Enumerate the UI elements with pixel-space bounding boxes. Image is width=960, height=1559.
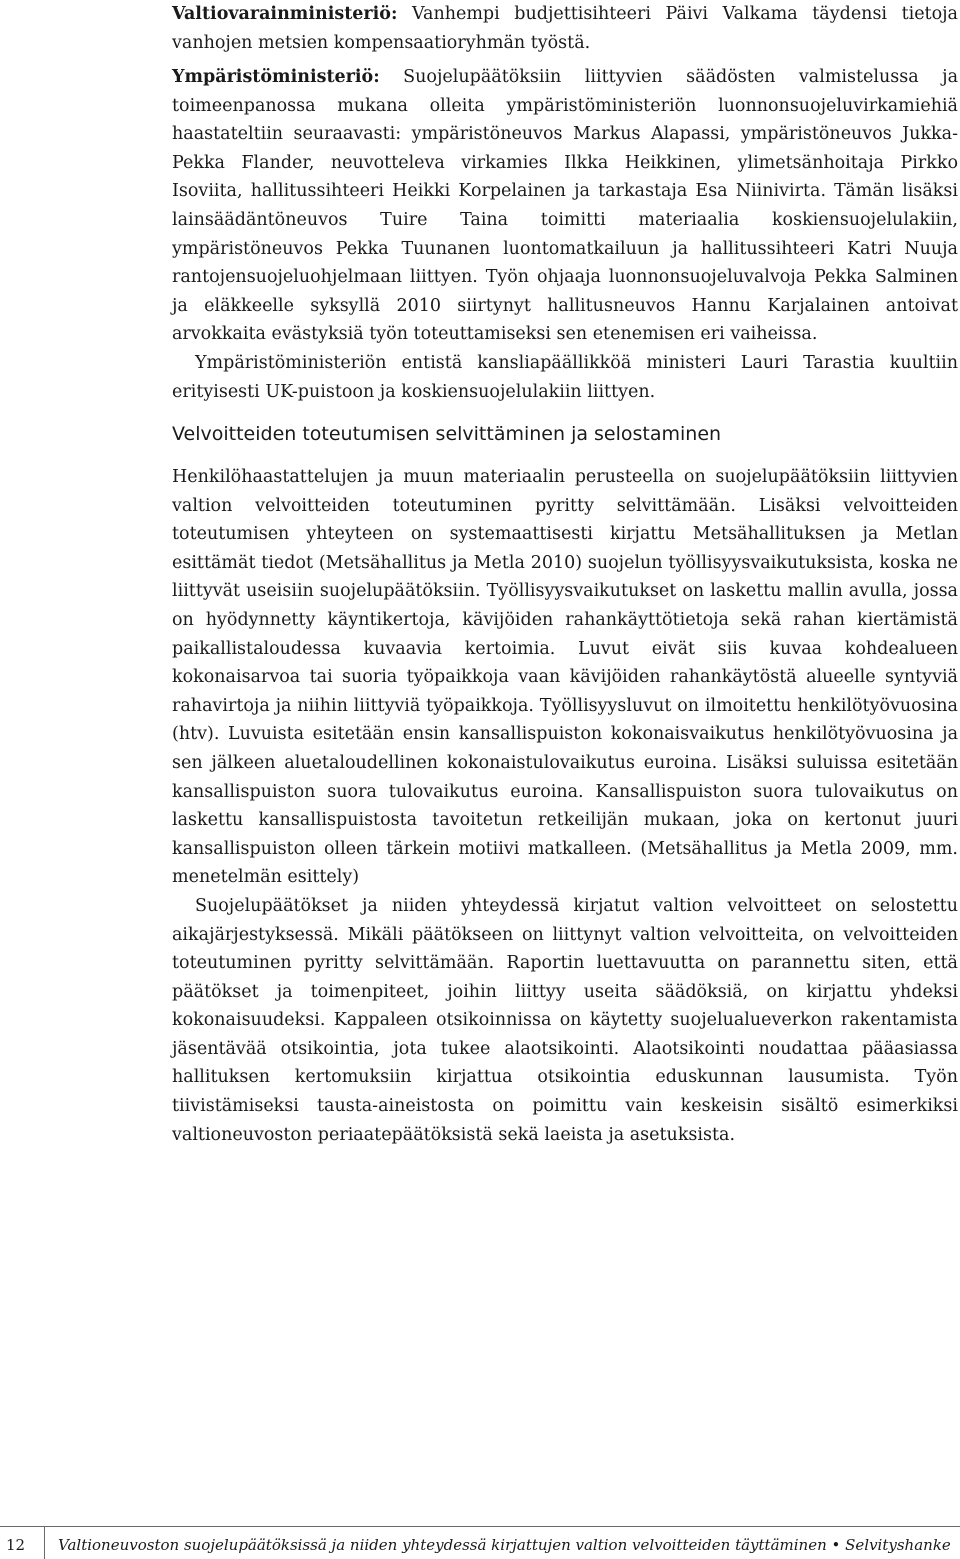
paragraph-lead: Valtiovarainministeriö:: [172, 4, 398, 24]
section-body: [172, 463, 958, 1149]
section-heading: Velvoitteiden toteutumisen selvittäminen ja selostaminen: [172, 423, 722, 445]
paragraph-lead: Ympäristöministeriö:: [172, 67, 380, 87]
footer-rule: [0, 1526, 960, 1527]
paragraph-tarasti: Ympäristöministeriön entistä kansliapäällikköä ministeri Lauri Tarastia kuultiin erityisesti UK-puistoon ja koskiensuojelulakiin liittyen.: [172, 352, 958, 402]
paragraph-ymparistoministerio: [172, 63, 958, 406]
paragraph-text: Vanhempi budjettisihteeri Päivi Valkama täydensi tietoja vanhojen metsien kompensaatioryhmän työstä.: [172, 4, 958, 53]
page-footer: [0, 1536, 960, 1558]
paragraph-valtiovarainministerio: [172, 0, 958, 57]
page-number: 12: [6, 1536, 26, 1554]
footer-title: Valtioneuvoston suojelupäätöksissä ja niiden yhteydessä kirjattujen valtion velvoitteiden täyttäminen • Selvityshanke: [58, 1536, 951, 1554]
paragraph-text: Suojelupäätöksiin liittyvien säädösten valmistelussa ja toimeenpanossa mukana olleita ympäristöministeriön luonnonsuojeluvirkamiehiä haastateltiin seuraavasti: ympäristöneuvos Markus Alapassi, ympäristöneuvos Jukka-Pekka Flander, neuvotteleva virkamies Ilkka Heikkinen, ylimetsänhoitaja Pirkko Isoviita, hallitussihteeri Heikki Korpelainen ja tarkastaja Esa Niinivirta. Tämän lisäksi lainsäädäntöneuvos Tuire Taina toimitti materiaalia koskiensuojelulakiin, ympäristöneuvos Pekka Tuunanen luontomatkailuun ja hallitussihteeri Katri Nuuja rantojensuojeluohjelmaan liittyen. Työn ohjaaja luonnonsuojeluvalvoja Pekka Salminen ja eläkkeelle syksyllä 2010 siirtynyt hallitusneuvos Hannu Karjalainen antoivat arvokkaita evästyksiä työn toteuttamiseksi sen etenemisen eri vaiheissa.: [172, 67, 958, 345]
paragraph-methods: Henkilöhaastattelujen ja muun materiaalin perusteella on suojelupäätöksiin liittyvien valtion velvoitteiden toteutuminen pyritty selvittämään. Lisäksi velvoitteiden toteutumisen yhteyteen on systemaattisesti kirjattu Metsähallituksen ja Metlan esittämät tiedot (Metsähallitus ja Metla 2010) suojelun työllisyysvaikutuksista, koska ne liittyvät useisiin suojelupäätöksiin. Työllisyysvaikutukset on laskettu mallin avulla, jossa on hyödynnetty käyntikertoja, kävijöiden rahankäyttötietoja sekä rahan kiertämistä paikallistaloudessa kuvaavia kertoimia. Luvut eivät siis kuvaa kohdealueen kokonaisarvoa tai suoria työpaikkoja vaan kävijöiden rahankäytöstä alueelle syntyviä rahavirtoja ja niihin liittyviä työpaikkoja. Työllisyysluvut on ilmoitettu henkilötyövuosina (htv). Luvuista esitetään ensin kansallispuiston kokonaisvaikutus henkilötyövuosina ja sen jälkeen aluetaloudellinen kokonaistulovaikutus euroina. Lisäksi suluissa esitetään kansallispuiston suora tulovaikutus euroina. Kansallispuiston suora tulovaikutus on laskettu kansallispuistosta tavoitetun retkeilijän mukaan, joka on kertonut juuri kansallispuiston olleen tärkein motiivi matkalleen. (Metsähallitus ja Metla 2009, mm. menetelmän esittely): [172, 467, 958, 888]
paragraph-structure: Suojelupäätökset ja niiden yhteydessä kirjatut valtion velvoitteet on selostettu aikajärjestyksessä. Mikäli päätökseen on liittynyt valtion velvoitteita, on velvoitteiden toteutuminen pyritty selvittämään. Raportin luettavuutta on parannettu siten, että päätökset ja toimenpiteet, joihin liittyy useita säädöksiä, on kirjattu yhdeksi kokonaisuudeksi. Kappaleen otsikoinnissa on käytetty suojelualueverkon rakentamista jäsentävää otsikointia, jota tukee alaotsikointi. Alaotsikointi noudattaa pääasiassa hallituksen kertomuksiin kirjattua otsikointia eduskunnan lausumista. Työn tiivistämiseksi tausta-aineistosta on poimittu vain keskeisin sisältö esimerkiksi valtioneuvoston periaatepäätöksistä sekä laeista ja asetuksista.: [172, 895, 958, 1145]
